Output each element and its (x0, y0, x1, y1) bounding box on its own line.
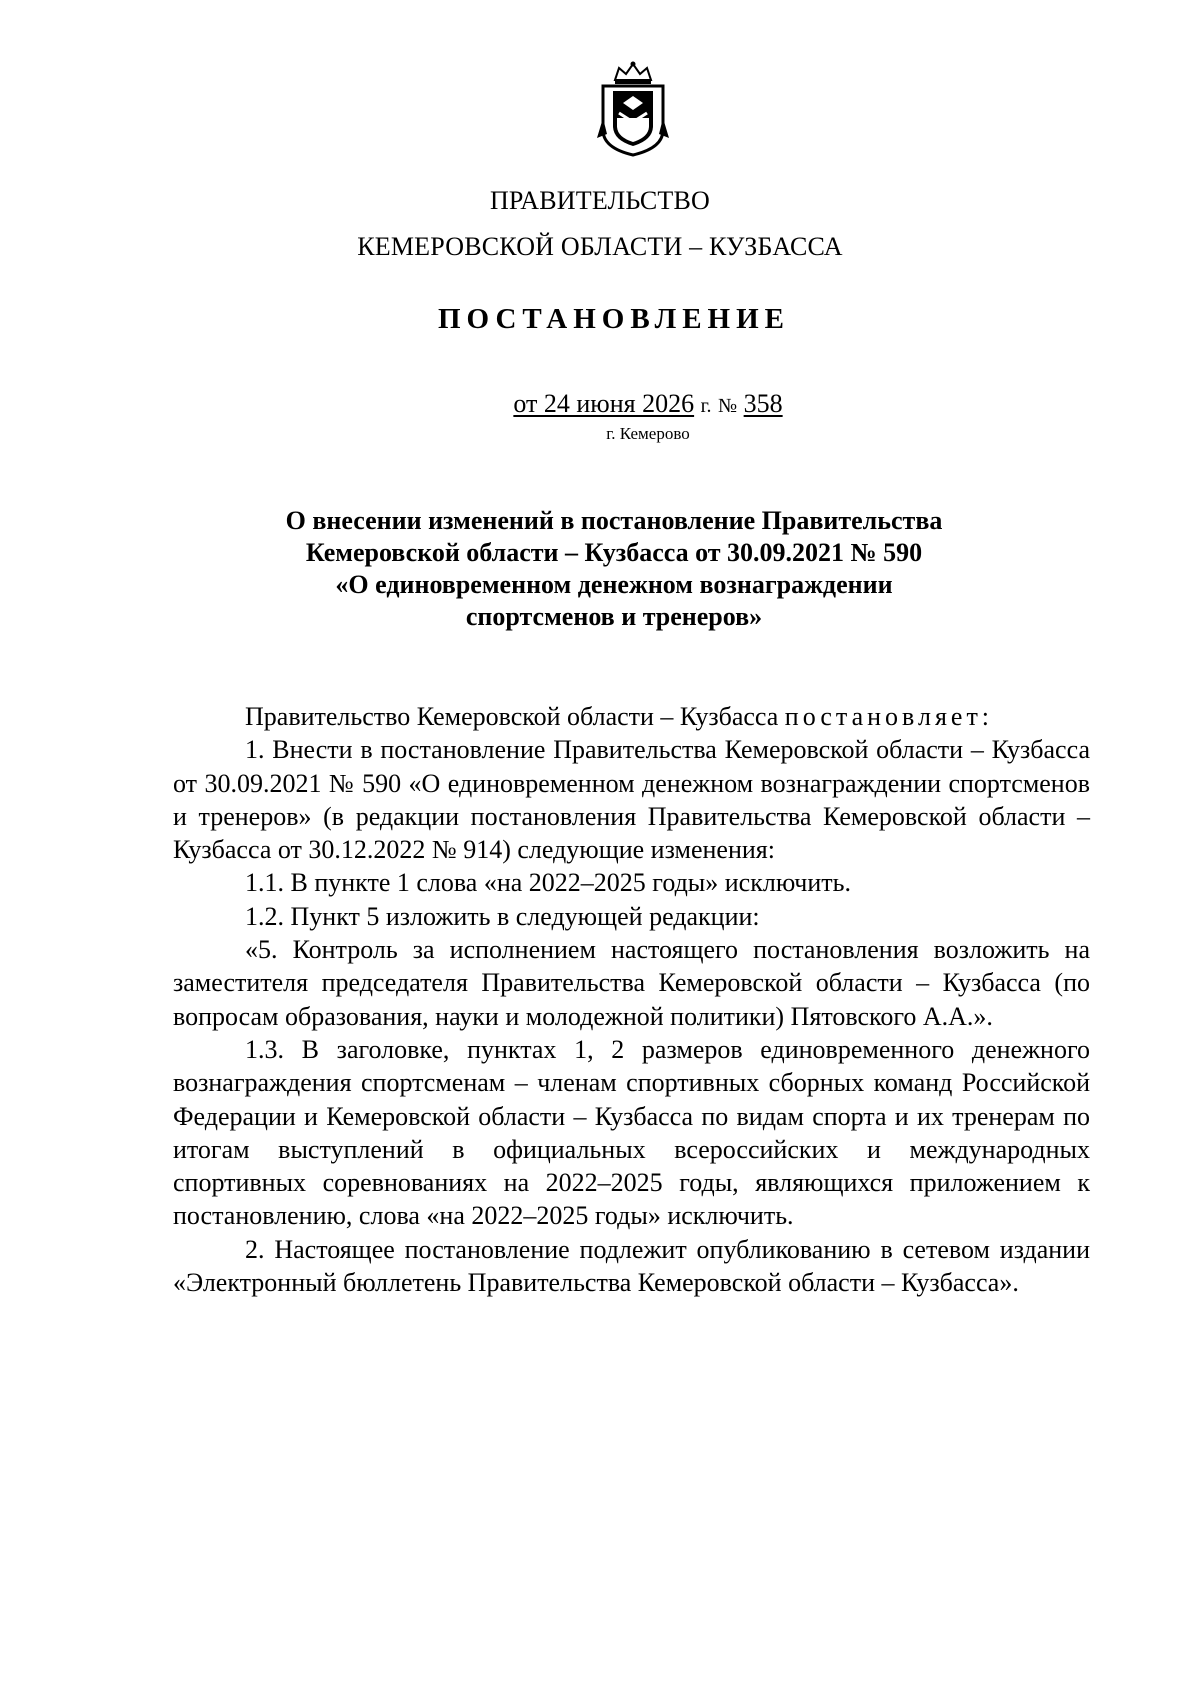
document-type-heading: ПОСТАНОВЛЕНИЕ (437, 303, 790, 335)
number-sign: № (718, 395, 738, 417)
document-title (14, 505, 1200, 633)
document-number: 358 (743, 389, 783, 418)
document-body (173, 700, 1090, 1299)
paragraph-1-2: 1.2. Пункт 5 изложить в следующей редакции: (245, 901, 760, 931)
title-line: спортсменов и тренеров» (465, 602, 763, 631)
title-line: «О единовременном денежном вознаграждении (335, 570, 893, 599)
city-name: г. Кемерово (606, 424, 690, 443)
paragraph-2: 2. Настоящее постановление подлежит опубликованию в сетевом издании «Электронный бюллетень Правительства Кемеровской области – Кузбасса». (173, 1234, 1090, 1298)
paragraph-1-2-quote: «5. Контроль за исполнением настоящего постановления возложить на заместителя председателя Правительства Кемеровской области – Кузбасса (по вопросам образования, науки и молодежной политики) Пятовского А.А.». (173, 935, 1090, 1031)
paragraph-1-1: 1.1. В пункте 1 слова «на 2022–2025 годы» исключить. (245, 868, 851, 898)
paragraph-1: 1. Внести в постановление Правительства Кемеровской области – Кузбасса от 30.09.2021 № 590 «О единовременном денежном вознаграждении спортсменов и тренеров» (в редакции постановления Правительства Кемеровской области – Кузбасса от 30.12.2022 № 914) следующие изменения: (173, 735, 1090, 865)
date-number-line (48, 389, 1200, 419)
government-name-line1: ПРАВИТЕЛЬСТВО (489, 186, 711, 215)
paragraph-1-3: 1.3. В заголовке, пунктах 1, 2 размеров единовременного денежного вознаграждения спортсменам – членам спортивных сборных команд Российской Федерации и Кемеровской области – Кузбасса по видам спорта и их тренерам по итогам выступлений в официальных всероссийских и международных спортивных соревнованиях на 2022–2025 годы, являющихся приложением к постановлению, слова «на 2022–2025 годы» исключить. (173, 1034, 1090, 1231)
intro-decree-word: постановляет: (784, 702, 994, 731)
document-date: от 24 июня 2026 (513, 389, 695, 418)
coat-of-arms-icon (593, 58, 673, 158)
intro-lead: Правительство Кемеровской области – Кузбасса (245, 702, 779, 731)
title-line: Кемеровской области – Кузбасса от 30.09.2021 № 590 (305, 538, 923, 567)
year-suffix: г. (700, 395, 712, 417)
title-line: О внесении изменений в постановление Правительства (285, 506, 943, 535)
intro-paragraph (173, 700, 1090, 733)
government-name-line2: КЕМЕРОВСКОЙ ОБЛАСТИ – КУЗБАССА (357, 232, 843, 261)
